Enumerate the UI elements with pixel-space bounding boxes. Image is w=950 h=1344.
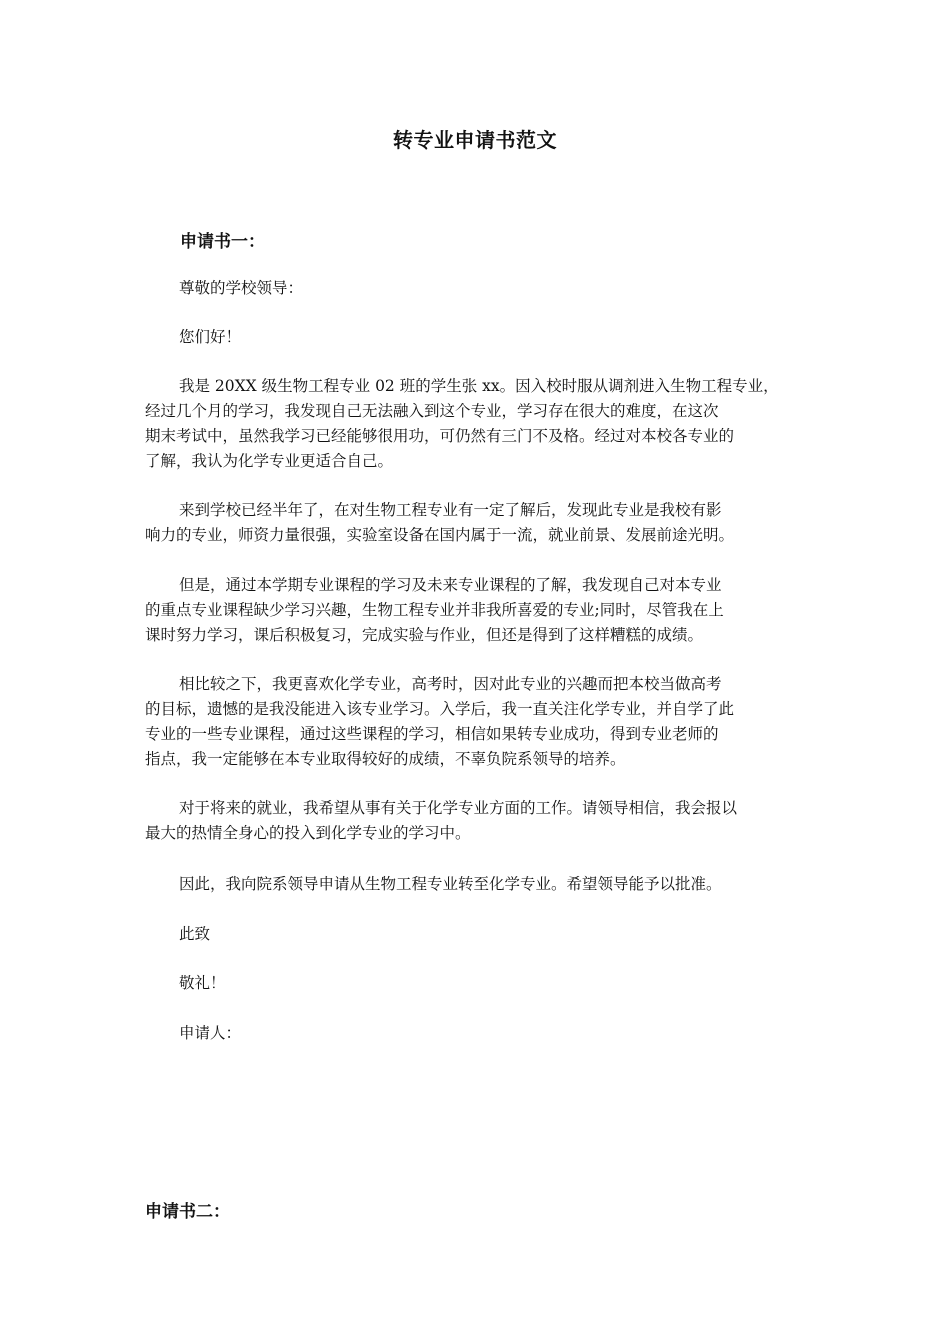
paragraph-line: 专业的一些专业课程，通过这些课程的学习，相信如果转专业成功，得到专业老师的: [145, 725, 719, 743]
signature-label: 申请人：: [179, 1024, 242, 1042]
paragraph-line: 指点，我一定能够在本专业取得较好的成绩，不辜负院系领导的培养。: [145, 750, 626, 768]
paragraph-line: 响力的专业，师资力量很强，实验室设备在国内属于一流，就业前景、发展前途光明。: [145, 526, 735, 544]
paragraph-line: 的重点专业课程缺少学习兴趣，生物工程专业并非我所喜爱的专业;同时，尽管我在上: [145, 601, 724, 619]
paragraph-line: 对于将来的就业，我希望从事有关于化学专业方面的工作。请领导相信，我会报以: [179, 799, 738, 817]
closing-regards: 敬礼！: [179, 974, 226, 992]
paragraph-line: 相比较之下，我更喜欢化学专业，高考时，因对此专业的兴趣而把本校当做高考: [179, 675, 722, 693]
paragraph-line: 期末考试中，虽然我学习已经能够很用功，可仍然有三门不及格。经过对本校各专业的: [145, 427, 735, 445]
paragraph-line: 来到学校已经半年了，在对生物工程专业有一定了解后，发现此专业是我校有影: [179, 501, 722, 519]
paragraph-line: 最大的热情全身心的投入到化学专业的学习中。: [145, 824, 471, 842]
letter1-heading: 申请书一：: [180, 232, 265, 252]
paragraph-line: 经过几个月的学习，我发现自己无法融入到这个专业，学习存在很大的难度，在这次: [145, 402, 719, 420]
paragraph-line: 因此，我向院系领导申请从生物工程专业转至化学专业。希望领导能予以批准。: [179, 875, 722, 893]
salutation: 尊敬的学校领导：: [179, 279, 304, 297]
paragraph-line: 课时努力学习，课后积极复习，完成实验与作业，但还是得到了这样糟糕的成绩。: [145, 626, 704, 644]
closing-line: 此致: [179, 925, 211, 943]
paragraph-line: 但是，通过本学期专业课程的学习及未来专业课程的了解，我发现自己对本专业: [179, 576, 722, 594]
document-title: 转专业申请书范文: [393, 128, 557, 152]
paragraph-line: 我是 20XX 级生物工程专业 02 班的学生张 xx。因入校时服从调剂进入生物工程专业，: [179, 377, 779, 395]
letter2-heading: 申请书二：: [145, 1202, 230, 1222]
paragraph-line: 了解，我认为化学专业更适合自己。: [145, 452, 394, 470]
greeting: 您们好！: [179, 328, 242, 346]
paragraph-line: 的目标，遗憾的是我没能进入该专业学习。入学后，我一直关注化学专业，并自学了此: [145, 700, 735, 718]
